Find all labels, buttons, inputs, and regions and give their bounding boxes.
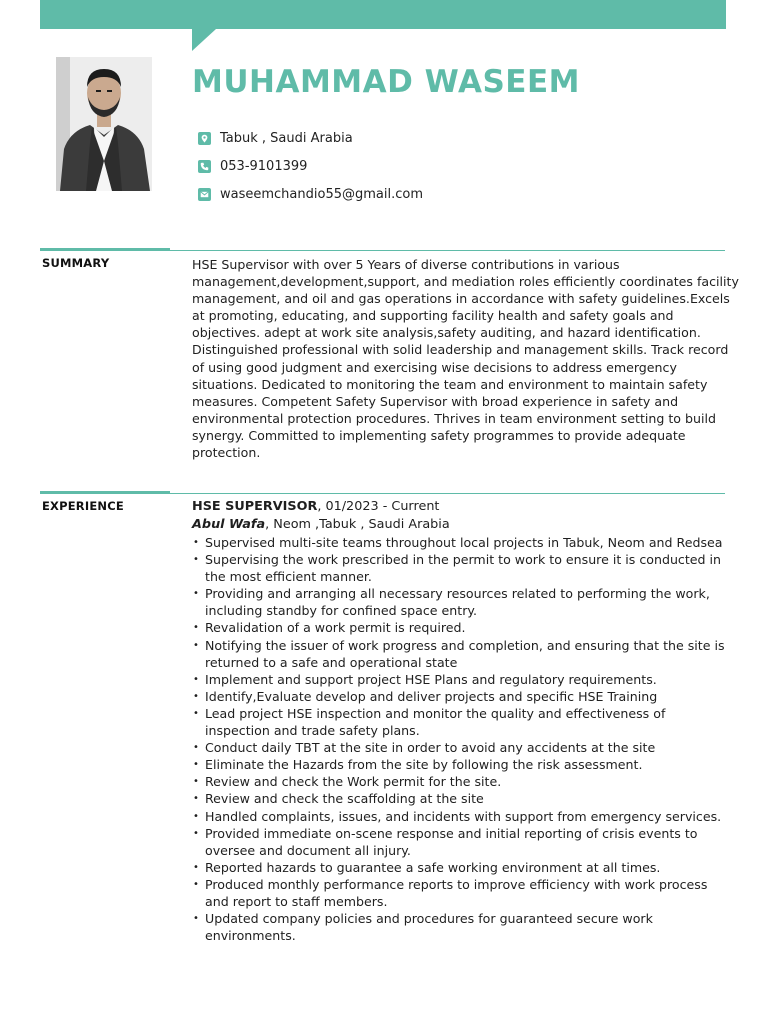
header-band xyxy=(40,0,726,29)
duty-item: • Supervising the work prescribed in the permit to work to ensure it is conducted in the most efficient manner. xyxy=(192,551,732,585)
experience-rule xyxy=(170,493,725,494)
job-dates: , 01/2023 - Current xyxy=(317,499,440,514)
company-name: Abul Wafa xyxy=(192,517,266,532)
phone-text: 053-9101399 xyxy=(220,158,308,174)
duty-item: • Providing and arranging all necessary resources related to performing the work, including standby for confined space entry. xyxy=(192,585,732,619)
envelope-icon xyxy=(198,188,211,201)
duty-item: • Handled complaints, issues, and incidents with support from emergency services. xyxy=(192,808,732,825)
experience-rule-accent xyxy=(40,491,170,494)
duty-item: • Supervised multi-site teams throughout local projects in Tabuk, Neom and Redsea xyxy=(192,534,732,551)
duty-item: • Review and check the scaffolding at the site xyxy=(192,790,732,807)
duty-item: • Notifying the issuer of work progress and completion, and ensuring that the site is returned to a safe and operational state xyxy=(192,637,732,671)
duty-item: • Reported hazards to guarantee a safe working environment at all times. xyxy=(192,859,732,876)
phone-icon xyxy=(198,160,211,173)
contact-location xyxy=(198,130,353,146)
contact-phone xyxy=(198,158,307,174)
summary-heading: SUMMARY xyxy=(42,256,110,270)
duty-item: • Eliminate the Hazards from the site by following the risk assessment. xyxy=(192,756,732,773)
email-link[interactable]: waseemchandio55@gmail.com xyxy=(220,186,423,202)
duty-item: • Identify,Evaluate develop and deliver projects and specific HSE Training xyxy=(192,688,732,705)
duty-item: • Conduct daily TBT at the site in order to avoid any accidents at the site xyxy=(192,739,732,756)
header-band-notch xyxy=(192,29,216,51)
duty-item: • Review and check the Work permit for the site. xyxy=(192,773,732,790)
candidate-name: MUHAMMAD WASEEM xyxy=(192,64,580,100)
profile-photo xyxy=(56,57,152,191)
duty-item: • Provided immediate on-scene response and initial reporting of crisis events to oversee and document all injury. xyxy=(192,825,732,859)
duties-list xyxy=(192,534,732,944)
duty-item: • Implement and support project HSE Plans and regulatory requirements. xyxy=(192,671,732,688)
duty-item: • Produced monthly performance reports to improve efficiency with work process and report to staff members. xyxy=(192,876,732,910)
job-title-line xyxy=(192,498,439,515)
person-photo-icon xyxy=(56,57,152,191)
summary-rule xyxy=(170,250,725,251)
company-location: , Neom ,Tabuk , Saudi Arabia xyxy=(265,517,450,532)
contact-email xyxy=(198,186,423,202)
map-pin-icon xyxy=(198,132,211,145)
duty-item: • Updated company policies and procedures for guaranteed secure work environments. xyxy=(192,910,732,944)
company-line xyxy=(192,516,450,533)
duty-item: • Lead project HSE inspection and monitor the quality and effectiveness of inspection and trade safety plans. xyxy=(192,705,732,739)
summary-rule-accent xyxy=(40,248,170,251)
duty-item: • Revalidation of a work permit is required. xyxy=(192,619,732,636)
location-text: Tabuk , Saudi Arabia xyxy=(220,130,353,146)
experience-heading: EXPERIENCE xyxy=(42,499,124,513)
summary-text: HSE Supervisor with over 5 Years of diverse contributions in various management,development,support, and mediation roles efficiently coordinates facility management, and oil and gas operations in accordance with safety guidelines.Excels at promoting, educating, and supporting facility health and safety goals and objectives. adept at work site analysis,safety auditing, and hazard identification. Distinguished professional with solid leadership and management skills. Track record of using good judgment and exercising wise decisions to address emergency situations. Dedicated to monitoring the team and environment to maintain safety measures. Competent Safety Supervisor with broad experience in safety and environmental protection procedures. Thrives in team environment setting to build synergy. Committed to implementing safety programmes to provide adequate protection. xyxy=(192,257,739,461)
job-title: HSE SUPERVISOR xyxy=(192,499,318,514)
